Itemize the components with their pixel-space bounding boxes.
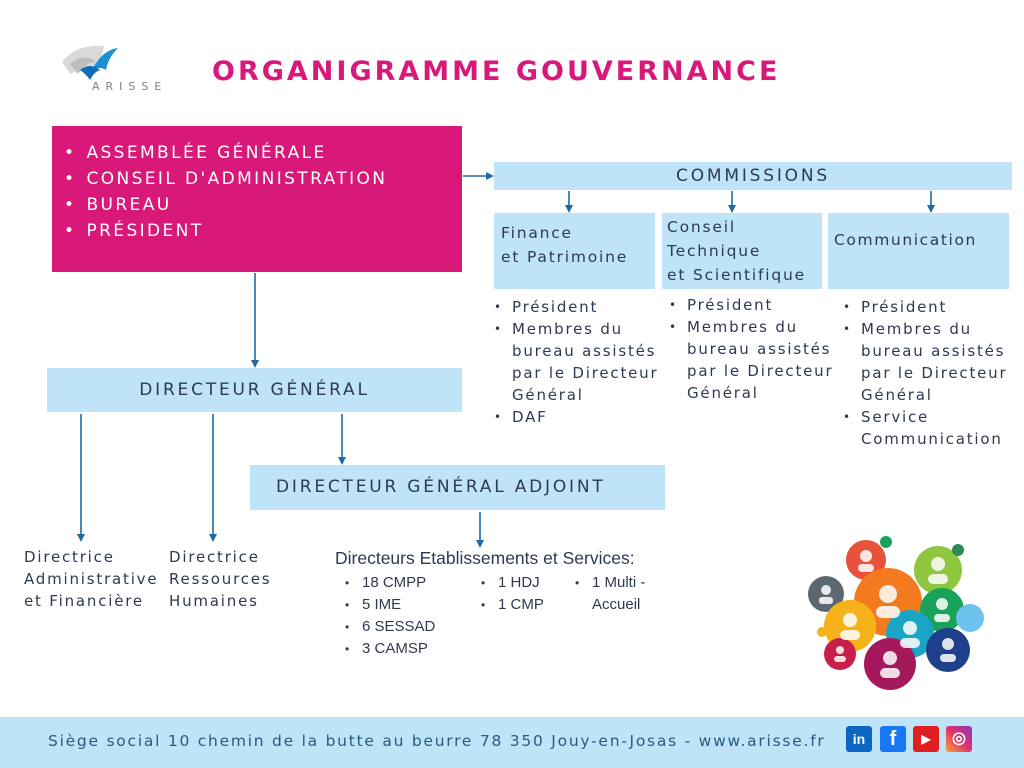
- page-title: ORGANIGRAMME GOUVERNANCE: [212, 56, 781, 87]
- communication-members-list: [843, 296, 1023, 450]
- etablissements-list-1: [335, 572, 465, 660]
- list-item: • Membres du bureau assistés par le Directeur Général: [669, 316, 834, 404]
- footer-address: Siège social 10 chemin de la butte au beurre 78 350 Jouy-en-Josas - www.arisse.fr: [48, 732, 826, 750]
- governance-item: • ASSEMBLÉE GÉNÉRALE: [64, 140, 462, 166]
- commission-conseil-name: et Scientifique: [667, 266, 806, 284]
- list-item: • 18 CMPP: [335, 572, 465, 594]
- list-item: • Président: [843, 296, 1023, 318]
- governance-item: • PRÉSIDENT: [64, 218, 462, 244]
- directeur-general-adjoint-box: DIRECTEUR GÉNÉRAL ADJOINT: [250, 465, 665, 510]
- list-item: • Président: [494, 296, 664, 318]
- governance-box: [52, 126, 462, 272]
- youtube-icon[interactable]: ▶: [913, 726, 939, 752]
- conseil-members-list: [669, 294, 834, 404]
- commission-finance-box: [494, 213, 655, 289]
- daf-line: Directrice: [24, 548, 115, 566]
- list-item: • Membres du bureau assistés par le Directeur Général: [494, 318, 664, 406]
- governance-item: • CONSEIL D'ADMINISTRATION: [64, 166, 462, 192]
- drh-line: Directrice: [169, 548, 260, 566]
- linkedin-icon[interactable]: in: [846, 726, 872, 752]
- commission-finance-name: et Patrimoine: [501, 248, 629, 266]
- list-item: • Membres du bureau assistés par le Directeur Général: [843, 318, 1023, 406]
- list-item: • 1 CMP: [471, 594, 571, 616]
- commission-conseil-name: Technique: [667, 242, 762, 260]
- daf-line: et Financière: [24, 592, 144, 610]
- commissions-bar: COMMISSIONS: [494, 162, 1012, 190]
- list-item: • Président: [669, 294, 834, 316]
- list-item: • 5 IME: [335, 594, 465, 616]
- facebook-icon[interactable]: f: [880, 726, 906, 752]
- etablissements-title: Directeurs Etablissements et Services:: [335, 548, 635, 568]
- instagram-icon[interactable]: ◎: [946, 726, 972, 752]
- directrice-ressources-humaines: [169, 546, 299, 612]
- commission-conseil-name: Conseil: [667, 218, 736, 236]
- list-item: • Service Communication: [843, 406, 1023, 450]
- directrice-administrative-financiere: [24, 546, 174, 612]
- etablissements-list-3: [565, 572, 675, 616]
- list-item: • 6 SESSAD: [335, 616, 465, 638]
- logo-text: ARISSE: [92, 80, 168, 93]
- daf-line: Administrative: [24, 570, 159, 588]
- list-item: • DAF: [494, 406, 664, 428]
- people-bubbles-illustration: [800, 534, 990, 694]
- commission-finance-name: Finance: [501, 224, 573, 242]
- drh-line: Humaines: [169, 592, 259, 610]
- list-item: • 1 HDJ: [471, 572, 571, 594]
- drh-line: Ressources: [169, 570, 272, 588]
- commission-communication-box: Communication: [828, 213, 1009, 289]
- finance-members-list: [494, 296, 664, 428]
- directeur-general-box: DIRECTEUR GÉNÉRAL: [47, 368, 462, 412]
- commission-conseil-box: [662, 213, 822, 289]
- list-item: • 1 Multi - Accueil: [565, 572, 675, 616]
- etablissements-list-2: [471, 572, 571, 616]
- list-item: • 3 CAMSP: [335, 638, 465, 660]
- governance-item: • BUREAU: [64, 192, 462, 218]
